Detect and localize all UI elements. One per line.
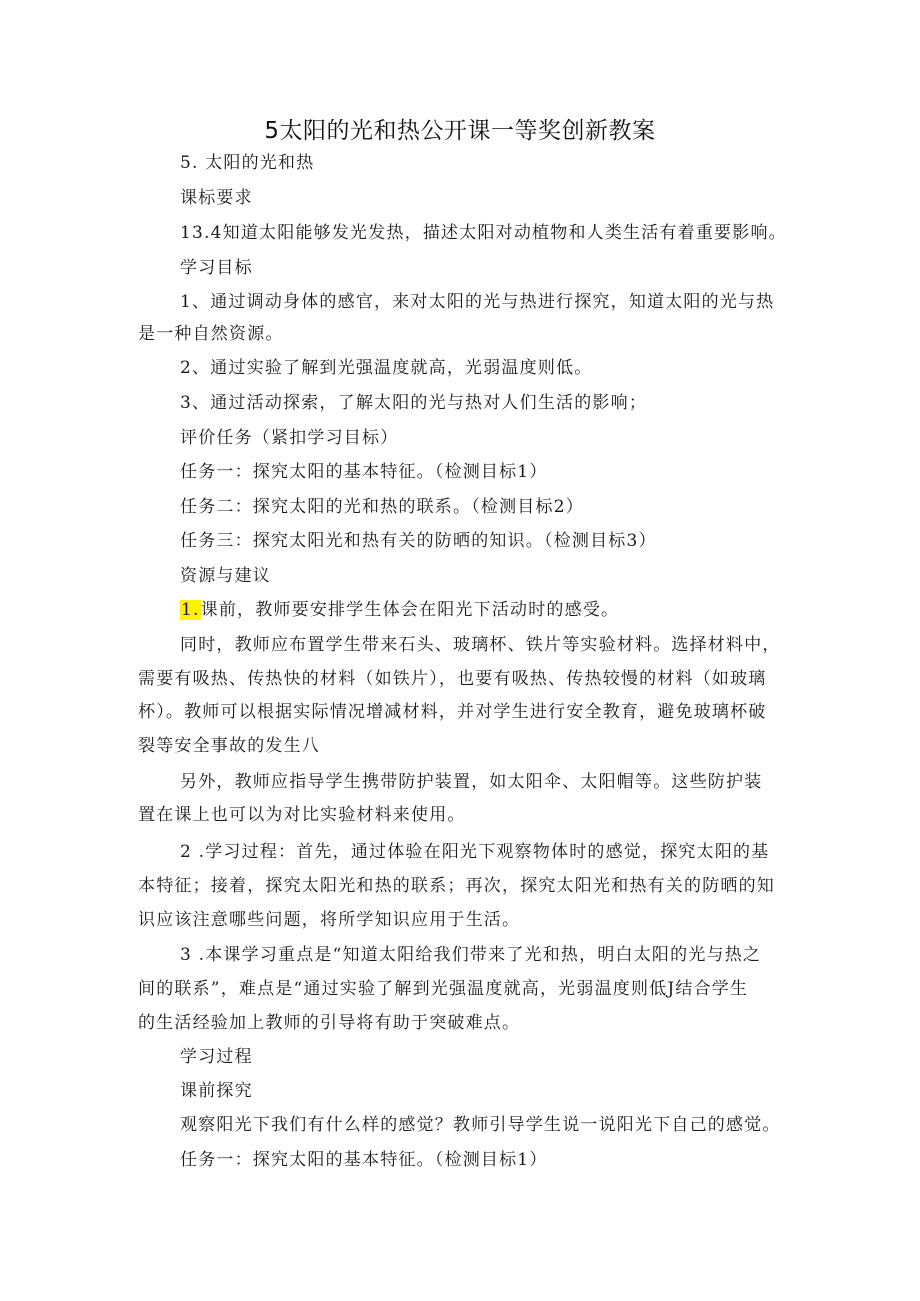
resource-1-text: 课前，教师要安排学生体会在阳光下活动时的感受。 xyxy=(200,600,620,620)
para-a-line-1: 同时，教师应布置学生带来石头、玻璃杯、铁片等实验材料。选择材料中， xyxy=(180,635,781,655)
para-d-line-3: 的生活经验加上教师的引导将有助于突破难点。 xyxy=(138,1013,521,1033)
task-3: 任务三：探究太阳光和热有关的防晒的知识。（检测目标3） xyxy=(180,531,657,551)
tasks-heading: 评价任务（紧扣学习目标） xyxy=(180,428,399,448)
objective-1-line-2: 是一种自然资源。 xyxy=(138,324,284,344)
para-b-line-2: 置在课上也可以为对比实验材料来使用。 xyxy=(138,805,466,825)
objectives-heading: 学习目标 xyxy=(180,258,253,278)
para-a-line-3: 杯）。教师可以根据实际情况增减材料，并对学生进行安全教育，避免玻璃杯破 xyxy=(138,702,767,722)
curriculum-heading: 课标要求 xyxy=(180,188,253,208)
highlighted-number: 1. xyxy=(181,600,200,620)
para-a-line-4: 裂等安全事故的发生八 xyxy=(138,736,320,756)
para-c-line-3: 识应该注意哪些问题，将所学知识应用于生活。 xyxy=(138,910,521,930)
pre-class-heading: 课前探究 xyxy=(180,1081,253,1101)
process-heading: 学习过程 xyxy=(180,1047,253,1067)
para-d-line-1: 3 .本课学习重点是“知道太阳给我们带来了光和热，明白太阳的光与热之 xyxy=(180,945,762,965)
resource-1 xyxy=(180,598,619,622)
curriculum-text: 13.4知道太阳能够发光发热，描述太阳对动植物和人类生活有着重要影响。 xyxy=(180,223,787,243)
task-1-repeat: 任务一：探究太阳的基本特征。（检测目标1） xyxy=(180,1150,548,1170)
objective-1-line-1: 1、通过调动身体的感官，来对太阳的光与热进行探究，知道太阳的光与热 xyxy=(180,292,775,312)
para-b-line-1: 另外，教师应指导学生携带防护装置，如太阳伞、太阳帽等。这些防护装 xyxy=(180,772,763,792)
para-c-line-2: 本特征；接着，探究太阳光和热的联系；再次，探究太阳光和热有关的防晒的知 xyxy=(138,876,775,896)
para-a-line-2: 需要有吸热、传热快的材料（如铁片），也要有吸热、传热较慢的材料（如玻璃 xyxy=(138,669,767,689)
task-1: 任务一：探究太阳的基本特征。（检测目标1） xyxy=(180,462,548,482)
para-d-line-2: 间的联系”，难点是“通过实验了解到光强温度就高，光弱温度则低J结合学生 xyxy=(138,979,749,999)
objective-3: 3、通过活动探索，了解太阳的光与热对人们生活的影响； xyxy=(180,393,648,413)
pre-class-text: 观察阳光下我们有什么样的感觉？教师引导学生说一说阳光下自己的感觉。 xyxy=(180,1115,781,1135)
section-subtitle: 5. 太阳的光和热 xyxy=(180,153,315,173)
resources-heading: 资源与建议 xyxy=(180,566,271,586)
objective-2: 2、通过实验了解到光强温度就高，光弱温度则低。 xyxy=(180,358,593,378)
para-c-line-1: 2 .学习过程：首先，通过体验在阳光下观察物体时的感觉，探究太阳的基 xyxy=(180,842,770,862)
document-title: 5太阳的光和热公开课一等奖创新教案 xyxy=(264,118,656,144)
task-2: 任务二：探究太阳的光和热的联系。（检测目标2） xyxy=(180,497,584,517)
